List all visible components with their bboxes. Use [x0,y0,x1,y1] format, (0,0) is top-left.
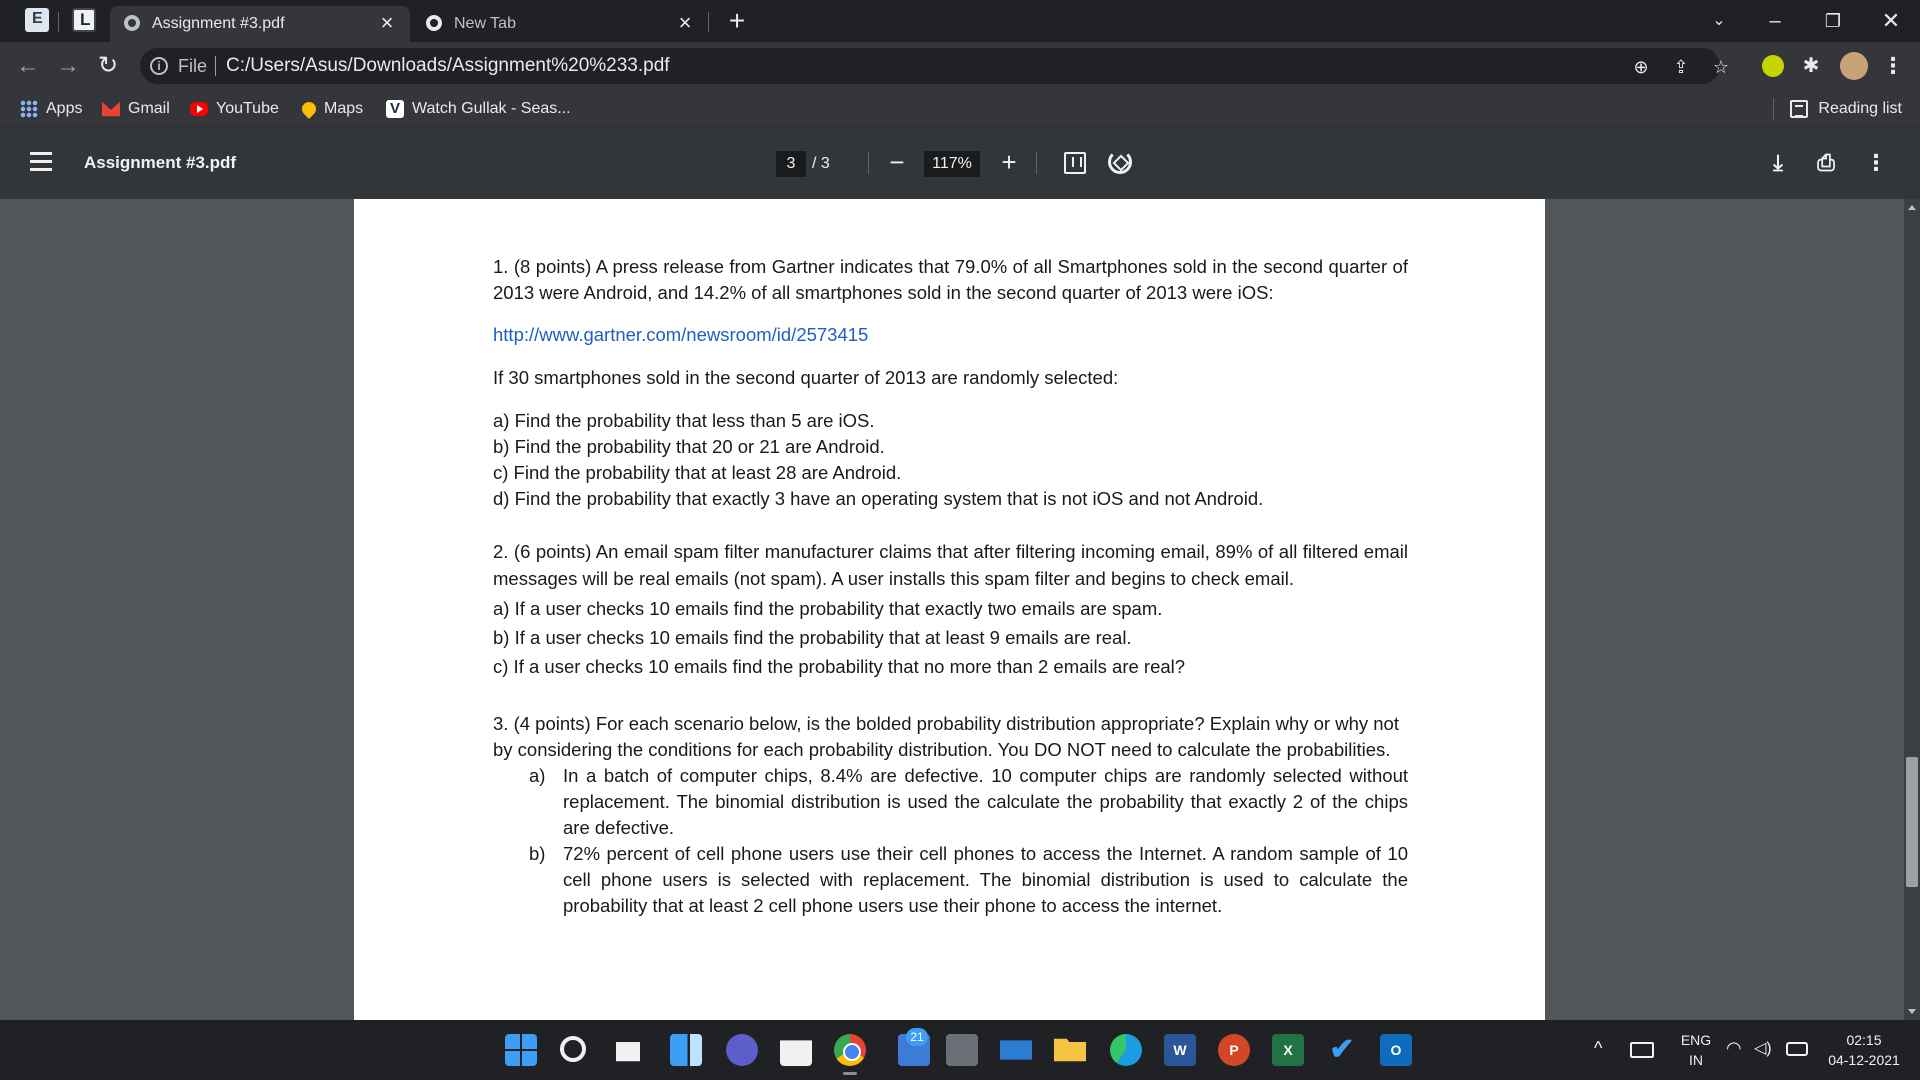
show-hidden-icons-chevron-icon[interactable]: ^ [1594,1038,1603,1058]
reading-list-label: Reading list [1818,100,1902,117]
pdf-title: Assignment #3.pdf [84,153,237,172]
bookmark-apps[interactable] [20,96,82,122]
word-icon[interactable]: W [1164,1034,1196,1066]
q3-scenario-a [529,763,1408,841]
page-number-input[interactable]: 3 [776,151,806,177]
gmail-icon [102,100,120,118]
info-icon[interactable]: i [150,57,168,75]
touch-keyboard-icon[interactable] [1630,1042,1654,1058]
fit-to-page-icon[interactable] [1064,152,1086,174]
q2-part-b: b) If a user checks 10 emails find the probability that at least 9 emails are real. [493,627,1132,648]
browser-menu-icon[interactable]: ⋮ [1882,53,1904,78]
bookmark-label: Gmail [128,100,170,117]
battery-icon[interactable] [1786,1042,1808,1056]
region-code: IN [1689,1052,1703,1068]
tab-search-chevron-icon[interactable]: ⌄ [1712,12,1726,29]
minimize-button[interactable]: – [1769,10,1781,32]
zoom-in-button[interactable]: + [1001,147,1017,177]
chrome-icon [426,15,442,31]
gartner-link[interactable]: http://www.gartner.com/newsroom/id/2573415 [493,324,869,345]
bookmark-star-icon[interactable]: ☆ [1712,57,1730,77]
zoom-level-input[interactable]: 117% [924,151,980,177]
address-bar[interactable] [140,48,1730,84]
task-view-icon[interactable] [616,1034,648,1066]
pdf-viewport[interactable] [0,199,1904,1020]
clock-date: 04-12-2021 [1828,1052,1900,1068]
widgets-icon[interactable] [670,1034,702,1066]
scroll-up-icon[interactable] [1908,205,1916,210]
q1-intro: 1. (8 points) A press release from Gartner indicates that 79.0% of all Smartphones sold in the second quarter of 2013 were Android, and 14.2% of all smartphones sold in the second quarter of 2013 were iOS: [493,256,1408,303]
clock-time: 02:15 [1846,1032,1882,1048]
download-icon[interactable]: ⤓ [1773,150,1783,175]
q2-part-c: c) If a user checks 10 emails find the probability that no more than 2 emails are real? [493,656,1186,677]
bookmarks-divider [1773,98,1774,120]
zoom-out-button[interactable]: − [889,147,905,177]
share-icon[interactable]: ⇪ [1673,57,1689,77]
mail-icon[interactable] [1000,1034,1032,1066]
extensions-puzzle-icon[interactable]: ✱ [1802,55,1820,77]
language-code: ENG [1680,1032,1712,1048]
teams-chat-icon[interactable] [726,1034,758,1066]
zoom-icon[interactable]: ⊕ [1633,57,1649,77]
tab-new-tab[interactable] [412,6,708,42]
wifi-icon[interactable]: ◠ [1726,1038,1742,1058]
outlook-icon[interactable]: O [1380,1034,1412,1066]
scroll-down-icon[interactable] [1908,1009,1916,1014]
volume-icon[interactable]: ◁) [1754,1040,1772,1057]
tab-close-icon[interactable]: × [380,10,394,35]
bookmark-label: YouTube [216,100,279,117]
q1-part-c: c) Find the probability that at least 28 are Android. [493,462,902,483]
back-button[interactable]: ← [16,52,40,79]
page-total: / 3 [812,155,830,172]
pinned-app-l-icon[interactable] [72,8,96,32]
more-actions-icon[interactable]: ⋮ [1865,150,1887,175]
address-divider [215,56,216,76]
q1-setup: If 30 smartphones sold in the second quarter of 2013 are randomly selected: [493,367,1119,388]
chrome-taskbar-icon[interactable] [834,1034,866,1066]
tab-assignment-pdf[interactable] [110,6,410,42]
file-explorer-icon[interactable] [1054,1034,1086,1066]
bookmark-v-icon: V [386,100,404,118]
powerpoint-icon[interactable]: P [1218,1034,1250,1066]
close-window-button[interactable]: ✕ [1881,8,1901,33]
globe-icon [124,15,140,31]
browser-toolbar [0,42,1920,90]
tab-title: Assignment #3.pdf [152,15,285,32]
scenario-label: a) [529,765,546,786]
q1-part-d: d) Find the probability that exactly 3 have an operating system that is not iOS and not Android. [493,488,1264,509]
pdf-page [354,199,1545,1020]
search-icon[interactable] [560,1036,586,1062]
apps-grid-icon [20,100,38,118]
bookmark-label: Maps [324,100,364,117]
scenario-label: b) [529,843,546,864]
page-content [493,199,1408,919]
bookmarks-bar [0,90,1920,128]
rotate-icon[interactable] [1108,150,1132,174]
pinned-app-e-icon[interactable] [25,8,49,32]
sidebar-menu-icon[interactable] [30,152,52,174]
youtube-icon [190,102,208,116]
toolbar-divider [868,152,869,174]
q1-part-b: b) Find the probability that 20 or 21 are Android. [493,436,885,457]
reload-button[interactable]: ↻ [97,52,119,79]
reading-list-button[interactable] [1773,96,1902,122]
q2-part-a: a) If a user checks 10 emails find the probability that exactly two emails are spam. [493,598,1163,619]
q1-part-a: a) Find the probability that less than 5 are iOS. [493,410,875,431]
chrome-active-indicator [843,1072,857,1075]
address-url[interactable]: C:/Users/Asus/Downloads/Assignment%20%233.pdf [226,55,670,76]
language-indicator[interactable] [1676,1032,1716,1068]
bookmark-label: Apps [46,100,83,117]
calendar-badge: 21 [906,1028,928,1046]
toolbar-divider [1036,152,1037,174]
scenario-text: 72% percent of cell phone users use their cell phones to access the Internet. A random sample of 10 cell phone users is selected with replacement. The binomial distribution is used to calculate the probability that at least 2 cell phone users use their phone to access the internet. [563,843,1408,916]
tab-divider [58,12,59,32]
windows-taskbar [0,1020,1920,1080]
q3-scenarios [529,763,1408,919]
profile-avatar[interactable] [1840,52,1868,80]
microsoft-store-icon[interactable] [780,1034,812,1066]
vertical-scrollbar[interactable] [1904,199,1920,1020]
address-scheme: File [178,56,208,76]
tab-close-icon[interactable]: × [678,10,692,35]
extension-icon[interactable] [1762,55,1784,77]
todo-check-icon[interactable]: ✔ [1329,1033,1355,1066]
print-icon[interactable]: ⎙ [1817,150,1835,175]
tab-strip [0,0,1920,42]
clock[interactable] [1822,1032,1906,1068]
bookmark-watch-gullak[interactable] [386,96,571,122]
reading-list-icon [1790,100,1808,118]
tab-title: New Tab [454,15,516,32]
calculator-icon[interactable] [946,1034,978,1066]
q3-scenario-b [529,841,1408,919]
excel-icon[interactable]: X [1272,1034,1304,1066]
pdf-toolbar [0,128,1920,199]
q3-intro: 3. (4 points) For each scenario below, is the bolded probability distribution appropriate? Explain why or why not by considering the conditions for each probability distribution. You DO NOT need to calculate the probabilities. [493,713,1399,760]
q2-intro: 2. (6 points) An email spam filter manufacturer claims that after filtering incoming email, 89% of all filtered email messages will be real emails (not spam). A user installs this spam filter and begins to check email. [493,541,1408,589]
bookmark-gmail[interactable] [102,96,170,122]
tab-divider [708,12,709,32]
maps-icon [299,99,319,119]
edge-icon[interactable] [1110,1034,1142,1066]
new-tab-button[interactable]: + [728,5,746,36]
bookmark-youtube[interactable] [190,96,279,122]
restore-button[interactable]: ❐ [1824,11,1842,31]
start-windows-icon[interactable] [505,1034,537,1066]
bookmark-maps[interactable] [302,96,363,122]
forward-button[interactable]: → [56,52,80,79]
bookmark-label: Watch Gullak - Seas... [412,100,571,117]
scrollbar-thumb[interactable] [1906,757,1918,887]
scenario-text: In a batch of computer chips, 8.4% are defective. 10 computer chips are randomly selected without replacement. The binomial distribution is used the calculate the probability that exactly 2 of the chips are defective. [563,765,1408,838]
